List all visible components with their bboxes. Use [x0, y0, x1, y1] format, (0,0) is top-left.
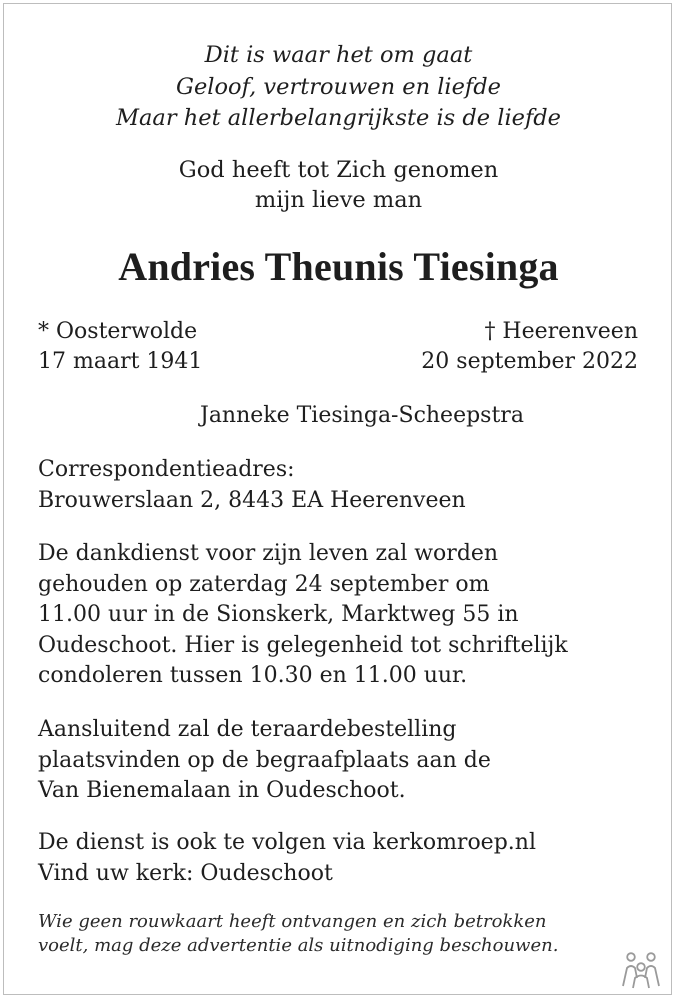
service-line: condoleren tussen 10.30 en 11.00 uur. [38, 663, 468, 688]
correspondence-address [38, 455, 648, 516]
death-info [421, 317, 638, 376]
broadcast-line: De dienst is ook te volgen via kerkomroep.nl [38, 830, 536, 855]
death-place: † Heerenveen [484, 319, 638, 344]
poem-line: Maar het allerbelangrijkste is de liefde [115, 105, 561, 131]
death-date: 20 september 2022 [421, 348, 638, 374]
poem-line: Dit is waar het om gaat [204, 42, 473, 68]
service-line: Oudeschoot. Hier is gelegenheid tot schriftelijk [38, 632, 568, 658]
service-line: De dankdienst voor zijn leven zal worden [38, 541, 499, 566]
burial-line: plaatsvinden op de begraafplaats aan de [38, 747, 491, 773]
service-details [38, 539, 648, 692]
closing-line: Wie geen rouwkaart heeft ontvangen en zich betrokken [38, 911, 547, 932]
poem-line: Geloof, vertrouwen en liefde [176, 73, 501, 100]
intro-line: mijn lieve man [254, 187, 423, 213]
closing-note [38, 910, 638, 958]
correspondence-label: Correspondentieadres: [38, 457, 295, 482]
service-line: 11.00 uur in de Sionskerk, Marktweg 55 in [38, 602, 519, 627]
poem [0, 40, 677, 135]
broadcast-line: Vind uw kerk: Oudeschoot [38, 860, 333, 886]
family-member: Janneke Tiesinga-Scheepstra [200, 403, 524, 428]
burial-line: Van Bienemalaan in Oudeschoot. [38, 778, 406, 803]
deceased-name: Andries Theunis Tiesinga [118, 244, 559, 289]
closing-line: voelt, mag deze advertentie als uitnodiging beschouwen. [38, 935, 559, 956]
correspondence-address-line: Brouwerslaan 2, 8443 EA Heerenveen [38, 487, 466, 513]
service-line: gehouden op zaterdag 24 september om [38, 571, 490, 597]
burial-details [38, 715, 648, 807]
birth-date: 17 maart 1941 [38, 348, 203, 374]
birth-place: * Oosterwolde [38, 319, 198, 344]
intro-line: God heeft tot Zich genomen [178, 157, 499, 183]
broadcast-details [38, 828, 648, 889]
intro-text [0, 155, 677, 215]
three-people-icon [617, 950, 665, 990]
burial-line: Aansluitend zal de teraardebestelling [38, 717, 457, 742]
birth-info [38, 317, 202, 376]
